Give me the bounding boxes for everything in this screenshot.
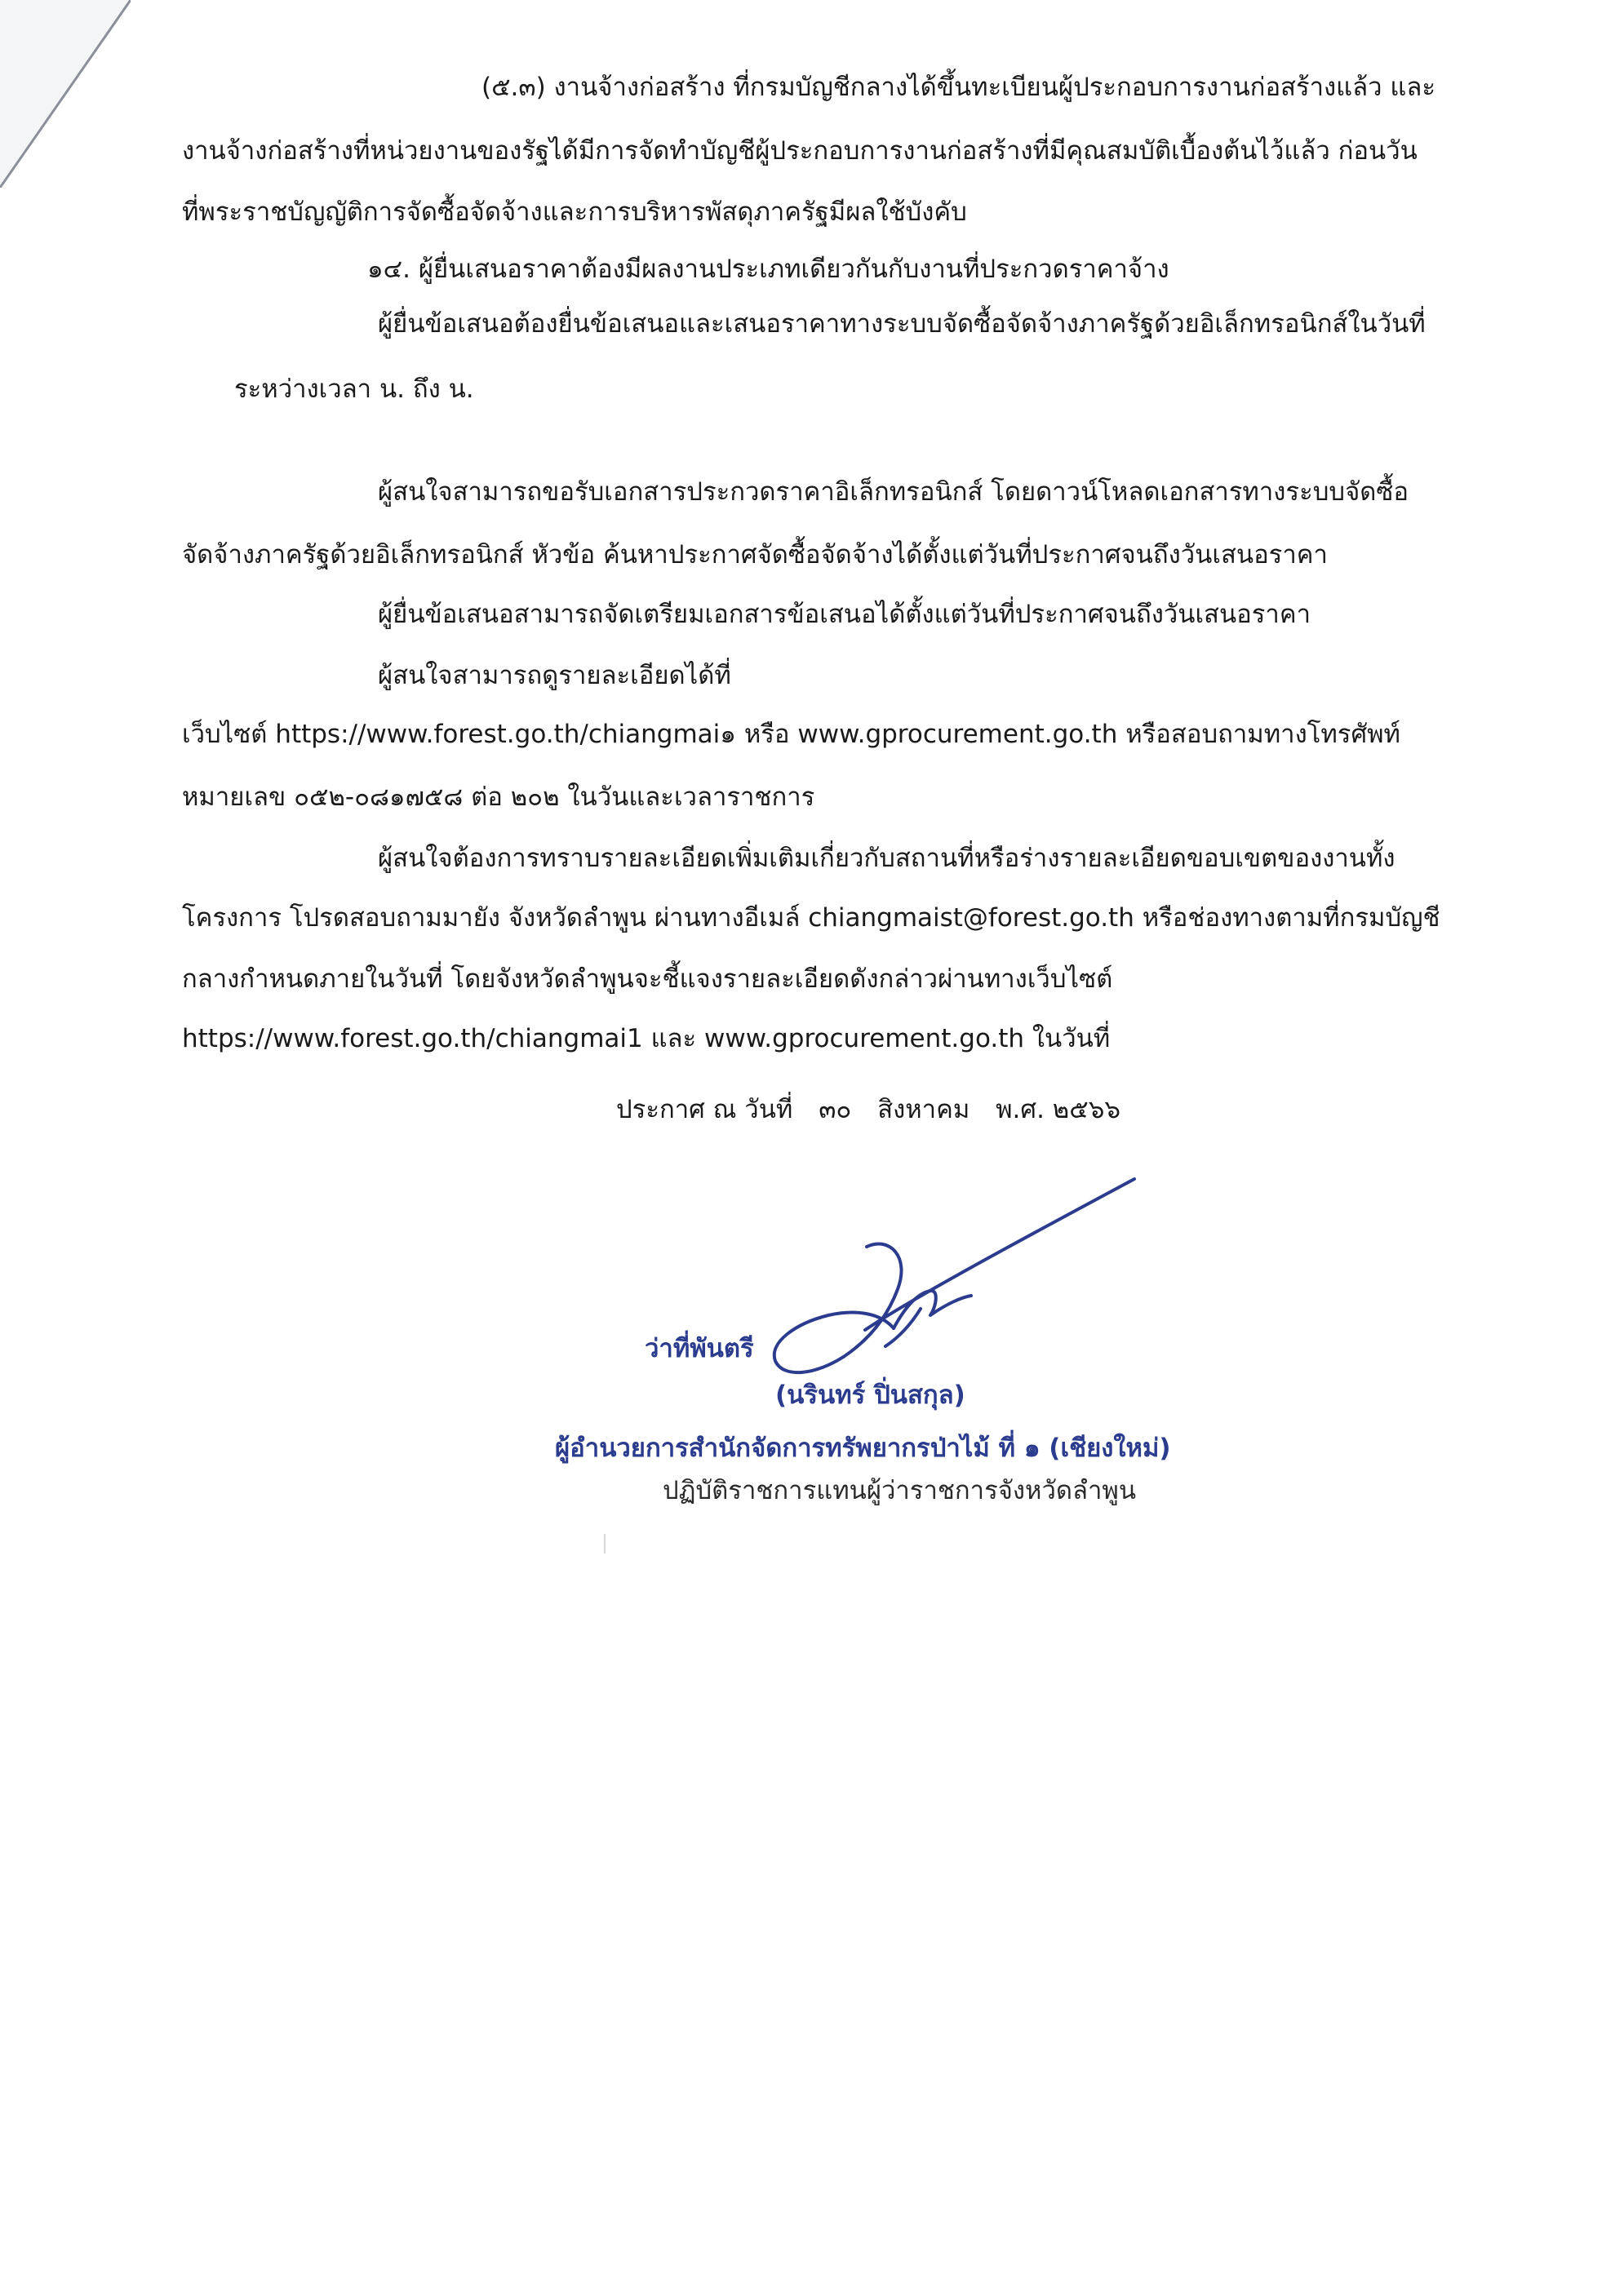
- body-line-2: งานจ้างก่อสร้างที่หน่วยงานของรัฐได้มีการจัดทำบัญชีผู้ประกอบการงานก่อสร้างที่มีคุณสมบัติเบื้องต้นไว้แล้ว ก่อนวัน: [182, 136, 1418, 166]
- body-line-1: (๕.๓) งานจ้างก่อสร้าง ที่กรมบัญชีกลางได้ขึ้นทะเบียนผู้ประกอบการงานก่อสร้างแล้ว และ: [481, 73, 1436, 102]
- body-line-3: ที่พระราชบัญญัติการจัดซื้อจัดจ้างและการบริหารพัสดุภาครัฐมีผลใช้บังคับ: [182, 197, 967, 227]
- body-line-5: ผู้ยื่นข้อเสนอต้องยื่นข้อเสนอและเสนอราคาทางระบบจัดซื้อจัดจ้างภาครัฐด้วยอิเล็กทรอนิกส์ในวันที่: [378, 309, 1426, 339]
- body-line-8: จัดจ้างภาครัฐด้วยอิเล็กทรอนิกส์ หัวข้อ ค้นหาประกาศจัดซื้อจัดจ้างได้ตั้งแต่วันที่ประกาศจนถึงวันเสนอราคา: [182, 540, 1328, 570]
- announcement-prefix: ประกาศ ณ วันที่: [616, 1095, 793, 1124]
- body-line-4: ๑๔. ผู้ยื่นเสนอราคาต้องมีผลงานประเภทเดียวกันกับงานที่ประกวดราคาจ้าง: [367, 255, 1169, 284]
- body-line-16: https://www.forest.go.th/chiangmai1 และ www.gprocurement.go.th ในวันที่: [182, 1024, 1111, 1053]
- body-line-7: ผู้สนใจสามารถขอรับเอกสารประกวดราคาอิเล็กทรอนิกส์ โดยดาวน์โหลดเอกสารทางระบบจัดซื้อ: [378, 477, 1409, 507]
- signer-acting-for: ปฏิบัติราชการแทนผู้ว่าราชการจังหวัดลำพูน: [663, 1476, 1137, 1505]
- signer-name: (นรินทร์ ปิ่นสกุล): [775, 1381, 965, 1410]
- body-line-15: กลางกำหนดภายในวันที่ โดยจังหวัดลำพูนจะชี้แจงรายละเอียดดังกล่าวผ่านทางเว็บไซต์: [182, 964, 1113, 994]
- body-line-11: เว็บไซต์ https://www.forest.go.th/chiangmai๑ หรือ www.gprocurement.go.th หรือสอบถามทางโทรศัพท์: [182, 720, 1400, 749]
- body-line-10: ผู้สนใจสามารถดูรายละเอียดได้ที่: [378, 661, 731, 690]
- body-line-6: ระหว่างเวลา น. ถึง น.: [234, 375, 474, 404]
- announcement-month: สิงหาคม: [877, 1095, 970, 1124]
- announcement-year: พ.ศ. ๒๕๖๖: [996, 1095, 1121, 1124]
- body-line-13: ผู้สนใจต้องการทราบรายละเอียดเพิ่มเติมเกี่ยวกับสถานที่หรือร่างรายละเอียดขอบเขตของงานทั้ง: [378, 844, 1395, 873]
- signer-rank: ว่าที่พันตรี: [645, 1334, 754, 1363]
- scan-artifact-mark: [604, 1534, 606, 1554]
- body-line-9: ผู้ยื่นข้อเสนอสามารถจัดเตรียมเอกสารข้อเสนอได้ตั้งแต่วันที่ประกาศจนถึงวันเสนอราคา: [378, 600, 1311, 629]
- body-line-12: หมายเลข ๐๕๒-๐๘๑๗๕๘ ต่อ ๒๐๒ ในวันและเวลาราชการ: [182, 782, 815, 812]
- signer-position: ผู้อำนวยการสำนักจัดการทรัพยากรป่าไม้ ที่ ๑ (เชียงใหม่): [555, 1434, 1171, 1463]
- announcement-day: ๓๐: [819, 1095, 852, 1124]
- body-line-14: โครงการ โปรดสอบถามมายัง จังหวัดลำพูน ผ่านทางอีเมล์ chiangmaist@forest.go.th หรือช่องทางตามที่กรมบัญชี: [182, 903, 1440, 933]
